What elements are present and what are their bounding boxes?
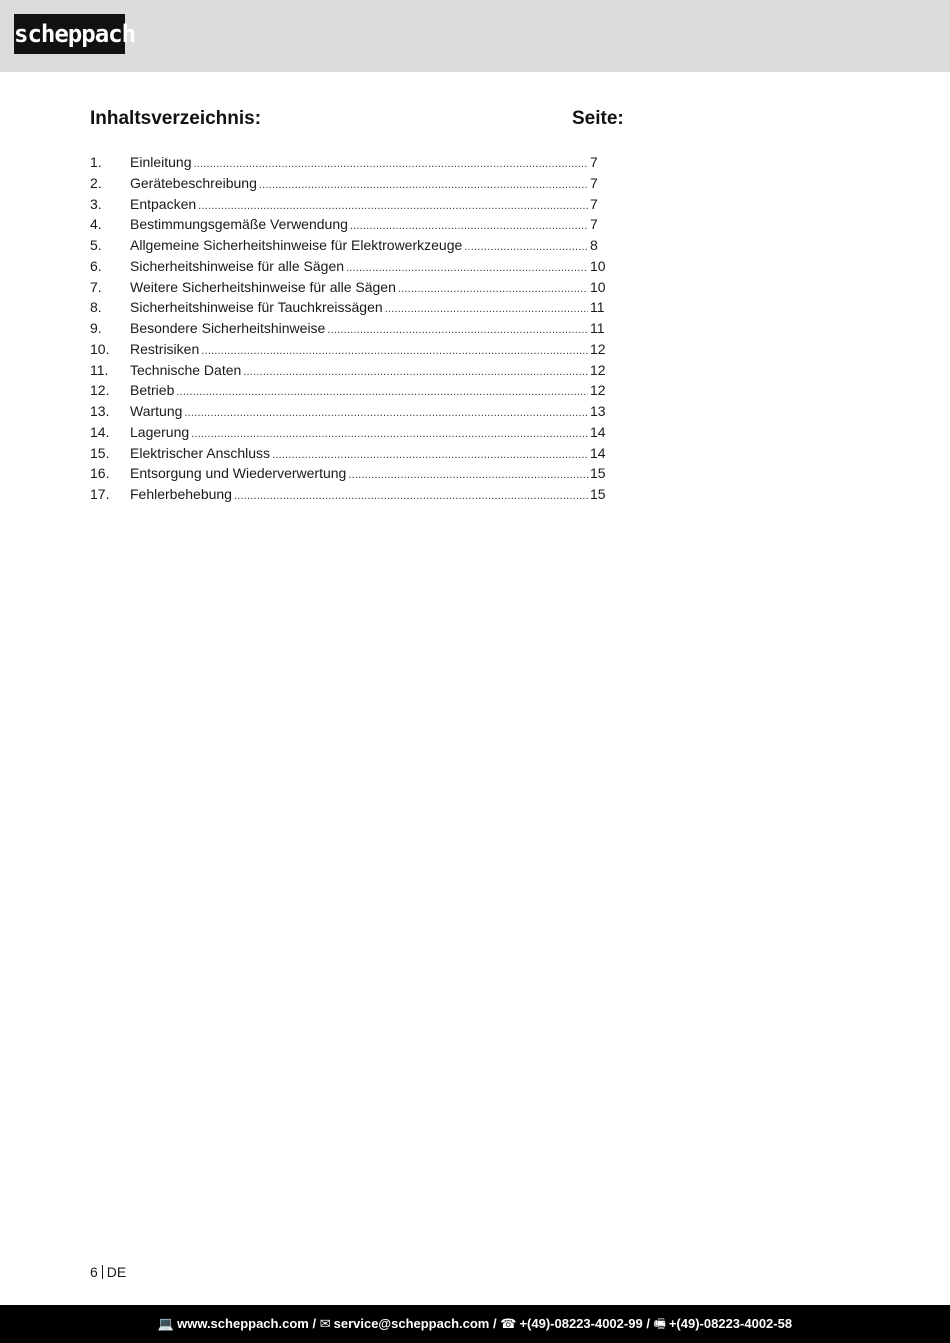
toc-entry-page: 14 xyxy=(590,423,606,440)
toc-entry-number: 12. xyxy=(90,382,110,399)
toc-entry[interactable] xyxy=(90,403,610,424)
toc-entry-title: Entsorgung und Wiederverwertung xyxy=(130,465,347,482)
toc-leader-dots xyxy=(243,362,588,378)
toc-leader-dots xyxy=(234,486,588,502)
fax-number: +(49)-08223-4002-58 xyxy=(668,1316,793,1331)
toc-leader-dots xyxy=(398,279,588,295)
toc-entry-number: 16. xyxy=(90,465,110,482)
toc-entry-page: 10 xyxy=(590,278,606,295)
footer-divider xyxy=(102,1265,103,1279)
toc-entry-number: 4. xyxy=(90,216,102,233)
toc-leader-dots xyxy=(464,237,588,253)
toc-entry-title: Restrisiken xyxy=(130,340,200,357)
toc-list xyxy=(90,154,610,507)
toc-entry[interactable] xyxy=(90,341,610,362)
toc-entry-page: 12 xyxy=(590,361,606,378)
toc-entry[interactable] xyxy=(90,382,610,403)
toc-entry-title: Weitere Sicherheitshinweise für alle Sägen xyxy=(130,278,396,295)
toc-entry-page: 11 xyxy=(590,299,605,316)
website-link[interactable]: www.scheppach.com xyxy=(177,1316,309,1331)
language-code: DE xyxy=(106,1264,127,1280)
contact-separator: / xyxy=(646,1316,650,1331)
toc-leader-dots xyxy=(259,175,588,191)
toc-entry[interactable] xyxy=(90,299,610,320)
toc-entry-title: Gerätebeschreibung xyxy=(130,174,257,191)
toc-leader-dots xyxy=(194,154,589,170)
laptop-icon: 💻 xyxy=(157,1316,175,1331)
toc-entry-number: 1. xyxy=(90,154,102,170)
toc-entry-page: 13 xyxy=(590,403,606,419)
page-footer xyxy=(90,1264,126,1280)
toc-entry-number: 17. xyxy=(90,486,110,502)
toc-leader-dots xyxy=(184,403,588,419)
toc-entry[interactable] xyxy=(90,154,610,175)
toc-entry-number: 9. xyxy=(90,320,102,336)
contact-separator: / xyxy=(493,1316,497,1331)
toc-entry[interactable] xyxy=(90,237,610,258)
toc-entry-page: 11 xyxy=(590,320,605,336)
toc-leader-dots xyxy=(385,299,588,315)
toc-entry[interactable] xyxy=(90,258,610,279)
toc-entry[interactable] xyxy=(90,279,610,300)
toc-title: Inhaltsverzeichnis: xyxy=(90,108,262,129)
toc-entry-number: 7. xyxy=(90,278,102,295)
toc-entry-number: 13. xyxy=(90,403,110,419)
toc-leader-dots xyxy=(176,382,588,398)
toc-entry-title: Elektrischer Anschluss xyxy=(130,444,271,461)
contact-separator: / xyxy=(312,1316,317,1331)
toc-page-column-title: Seite: xyxy=(572,108,624,129)
toc-entry-title: Betrieb xyxy=(130,382,175,399)
toc-entry[interactable] xyxy=(90,486,610,507)
toc-entry[interactable] xyxy=(90,362,610,383)
toc-entry[interactable] xyxy=(90,424,610,445)
toc-entry-page: 14 xyxy=(590,444,606,461)
toc-entry-page: 15 xyxy=(590,486,606,502)
toc-entry-number: 5. xyxy=(90,237,102,253)
toc-leader-dots xyxy=(198,196,588,212)
toc-entry-title: Fehlerbehebung xyxy=(130,486,232,502)
phone-icon: ☎ xyxy=(500,1316,517,1331)
toc-entry-number: 11. xyxy=(90,361,109,378)
toc-entry[interactable] xyxy=(90,196,610,217)
contact-bar xyxy=(0,1305,950,1343)
toc-entry-number: 2. xyxy=(90,174,102,191)
toc-entry-title: Allgemeine Sicherheitshinweise für Elektrowerkzeuge xyxy=(130,237,463,253)
toc-entry-title: Entpacken xyxy=(130,195,197,212)
toc-entry-number: 3. xyxy=(90,195,102,212)
toc-entry-page: 7 xyxy=(590,195,598,212)
toc-entry-number: 8. xyxy=(90,299,102,316)
toc-entry-number: 10. xyxy=(90,340,110,357)
page-number: 6 xyxy=(90,1264,98,1280)
toc-entry-number: 6. xyxy=(90,257,102,274)
toc-entry-title: Sicherheitshinweise für alle Sägen xyxy=(130,257,345,274)
toc-entry-title: Technische Daten xyxy=(130,361,242,378)
fax-icon: 🖷 xyxy=(653,1316,666,1331)
toc-entry[interactable] xyxy=(90,216,610,237)
email-link[interactable]: service@scheppach.com xyxy=(333,1316,490,1331)
toc-leader-dots xyxy=(348,465,588,481)
toc-leader-dots xyxy=(327,320,588,336)
toc-entry-title: Wartung xyxy=(130,403,183,419)
toc-entry-number: 14. xyxy=(90,423,110,440)
toc-entry-page: 12 xyxy=(590,382,606,399)
toc-entry[interactable] xyxy=(90,320,610,341)
toc-entry-title: Einleitung xyxy=(130,154,192,170)
toc-entry-page: 12 xyxy=(590,340,606,357)
toc-leader-dots xyxy=(350,216,588,232)
toc-entry-title: Besondere Sicherheitshinweise xyxy=(130,320,326,336)
toc-entry-page: 7 xyxy=(590,154,598,170)
scheppach-logo: scheppach xyxy=(14,14,125,54)
toc-entry-page: 7 xyxy=(590,174,598,191)
toc-entry-title: Lagerung xyxy=(130,423,190,440)
header-band xyxy=(0,0,950,72)
toc-leader-dots xyxy=(272,445,588,461)
toc-entry-title: Bestimmungsgemäße Verwendung xyxy=(130,216,348,233)
toc-entry[interactable] xyxy=(90,445,610,466)
toc-entry-page: 7 xyxy=(590,216,598,233)
toc-entry-page: 8 xyxy=(590,237,598,253)
toc-leader-dots xyxy=(201,341,588,357)
toc-entry-page: 10 xyxy=(590,257,606,274)
toc-leader-dots xyxy=(346,258,588,274)
envelope-icon: ✉ xyxy=(319,1316,331,1331)
toc-leader-dots xyxy=(191,424,588,440)
toc-entry[interactable] xyxy=(90,465,610,486)
toc-entry-page: 15 xyxy=(590,465,606,482)
toc-entry[interactable] xyxy=(90,175,610,196)
toc-entry-title: Sicherheitshinweise für Tauchkreissägen xyxy=(130,299,383,316)
phone-number[interactable]: +(49)-08223-4002-99 xyxy=(519,1316,643,1331)
toc-entry-number: 15. xyxy=(90,444,110,461)
